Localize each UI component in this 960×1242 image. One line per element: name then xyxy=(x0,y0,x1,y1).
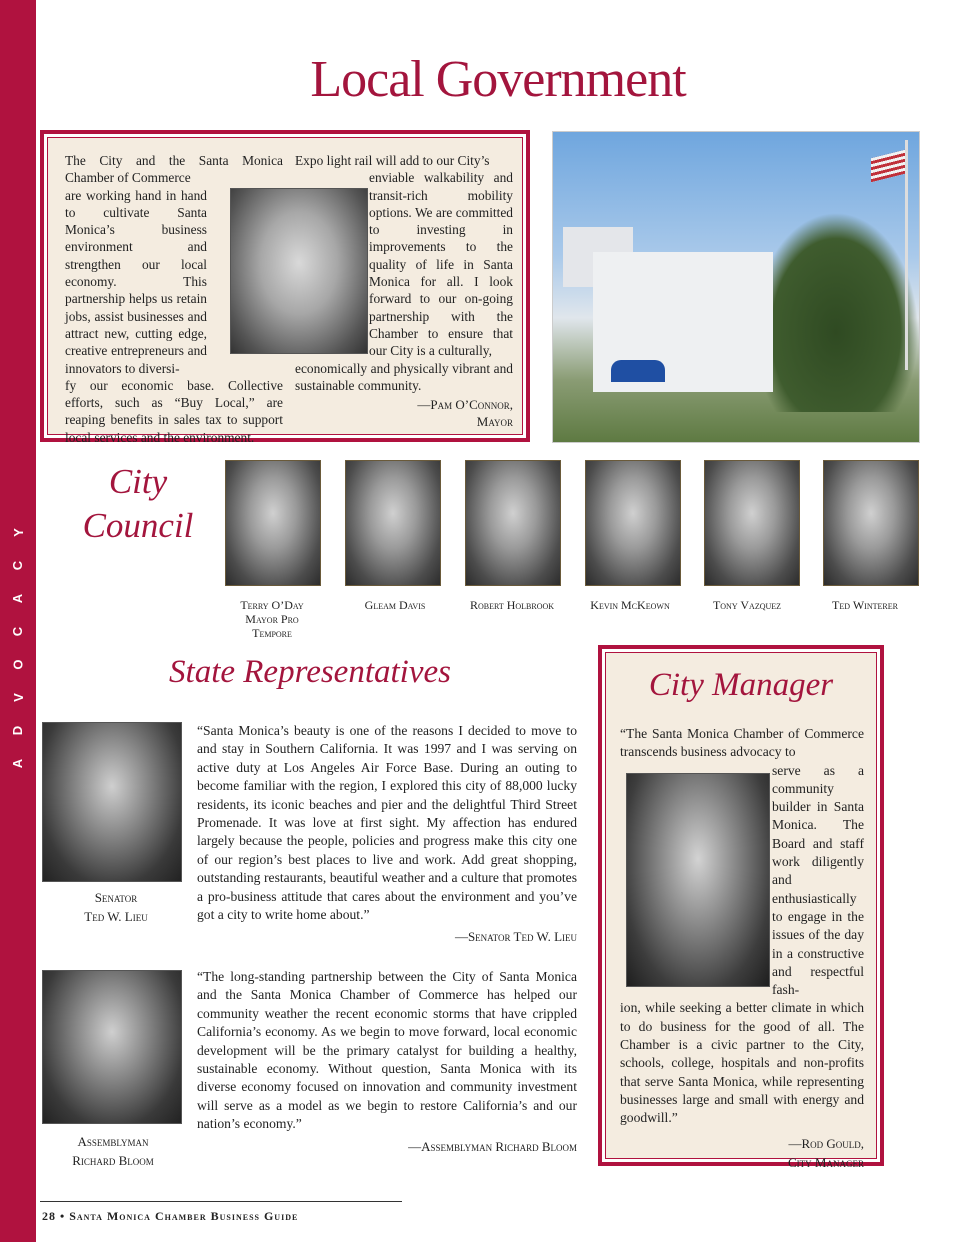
council-member-caption xyxy=(570,598,690,612)
assemblyman-caption xyxy=(42,1132,184,1170)
council-member-name: Ted Winterer xyxy=(832,598,898,612)
mayor-quote-inner xyxy=(47,137,523,445)
council-member-photo xyxy=(225,460,321,586)
city-council-heading-line: City xyxy=(108,462,168,501)
city-manager-attribution-title: City Manager xyxy=(788,1154,864,1170)
council-member-photo xyxy=(585,460,681,586)
council-member-photo xyxy=(823,460,919,586)
footer-rule xyxy=(40,1201,402,1202)
section-letter: C xyxy=(10,626,26,637)
city-council-heading xyxy=(82,460,194,548)
senator-quote-text: “Santa Monica’s beauty is one of the reasons I decided to move to and stay in Southern California. It was 1997 and I was serving on active duty at Los Angeles Air Force Base. During an outing to become familiar with the region, I explored this city of 88,000 lucky residents, its iconic beaches and pier and the delightful Third Street Promenade. It was love at first sight. My affection has endured largely because the people, policies and progress make this city one of our region’s best places to live and work. Add great shopping, outstanding restaurants, beautiful weather and a culture that promotes a pro-business attitude that cares about the environment and you’ve got a city to write home about.” xyxy=(197,723,577,923)
senator-caption-name: Ted W. Lieu xyxy=(84,909,148,924)
section-letter: C xyxy=(10,560,26,571)
footer-bullet: • xyxy=(60,1209,66,1223)
publication-name: Santa Monica Chamber Business Guide xyxy=(69,1209,299,1223)
council-member-photo xyxy=(465,460,561,586)
city-manager-box xyxy=(598,645,884,1170)
mayor-attribution xyxy=(295,396,513,431)
city-manager-attribution-name: —Rod Gould, xyxy=(788,1135,864,1151)
council-member-name: Tony Vazquez xyxy=(712,598,782,612)
section-label-advocacy xyxy=(10,516,26,780)
city-manager-quote-text: “The Santa Monica Chamber of Commerce transcends business advocacy to xyxy=(620,726,864,760)
mayor-quote-box xyxy=(40,130,530,445)
council-member-name: Kevin McKeown xyxy=(590,598,670,612)
assemblyman-caption-name: Richard Bloom xyxy=(72,1153,154,1168)
assemblyman-caption-title: Assemblyman xyxy=(77,1134,149,1149)
trees-shape xyxy=(753,212,919,412)
council-member-caption xyxy=(805,598,925,612)
city-manager-quote-text: serve as a community builder in Santa Monica. The Board and staff work diligently and enthusiastically to engage in the issues of the day in a constructive and respectful fash- xyxy=(772,762,864,998)
assemblyman-quote xyxy=(197,968,577,1156)
council-member-caption xyxy=(335,598,455,612)
city-manager-quote-text: ion, while seeking a better climate in which to do business for the good of all. The Chamber is a civic partner to the City, schools, college, hospitals and non-profits that serve Santa Monica, while representing businesses large and small with energy and goodwill.” xyxy=(620,1000,864,1126)
section-letter: A xyxy=(10,593,26,604)
city-manager-quote xyxy=(620,725,864,1172)
section-letter: A xyxy=(10,758,26,769)
city-manager-inner xyxy=(605,652,877,1170)
senator-caption-title: Senator xyxy=(94,890,138,905)
assemblyman-quote-text: “The long-standing partnership between the City of Santa Monica and the Santa Monica Chamber of Commerce has helped our community weather the recent economic storms that have crippled California’s economy. As we begin to move forward, local economic development will be the primary catalyst for building a healthy, sustainable economy. Without question, Santa Monica with its diverse economy focused on innovation and community investment will serve as a model as we begin to restore California’s and our nation’s economy.” xyxy=(197,969,577,1132)
council-member-role: Mayor Pro xyxy=(245,612,299,626)
page-number: 28 xyxy=(42,1209,56,1223)
senator-portrait-photo xyxy=(42,722,182,882)
mayor-quote-text: enviable walkability and transit-rich mobility options. We are committed to investing in improvements to the quality of life in Santa Monica for all. I look forward to our on-going partnership with the Chamber to ensure that our City is a culturally, xyxy=(369,170,513,359)
council-member-name: Gleam Davis xyxy=(364,598,426,612)
section-letter: D xyxy=(10,725,26,736)
mayor-attribution-title: Mayor xyxy=(476,414,513,430)
city-manager-attribution xyxy=(620,1134,864,1172)
mayor-quote-text: The City and the Santa Monica Chamber of Commerce xyxy=(65,153,283,186)
page-title: Local Government xyxy=(310,51,686,108)
us-flag-icon xyxy=(871,150,905,182)
page-footer xyxy=(42,1209,298,1224)
council-member-photo xyxy=(704,460,800,586)
mayor-quote-text: economically and physically vibrant and sustainable community. xyxy=(295,360,513,393)
state-representatives-heading: State Representatives xyxy=(169,654,451,690)
senator-quote xyxy=(197,722,577,947)
mayor-quote-text: fy our economic base. Collective efforts, such as “Buy Local,” are reaping benefits in sales tax to support local services and the environment. xyxy=(65,377,283,445)
council-member-name: Robert Holbrook xyxy=(469,598,555,612)
council-member-caption xyxy=(452,598,572,612)
section-letter: V xyxy=(10,693,26,702)
senator-attribution: —Senator Ted W. Lieu xyxy=(454,929,577,945)
section-letter: Y xyxy=(10,528,26,537)
city-council-heading-line: Council xyxy=(82,506,194,545)
flag-pole-shape xyxy=(905,140,908,370)
mayor-attribution-name: —Pam O’Connor, xyxy=(417,397,513,413)
council-member-photo xyxy=(345,460,441,586)
blue-awning-shape xyxy=(611,360,665,382)
mayor-quote-text: are working hand in hand to cultivate Santa Monica’s business environment and strengthen our local economy. This partnership helps us retain jobs, assist businesses and attract new, cutting edge, creative entrepreneurs and innovators to diversi- xyxy=(65,187,207,376)
mayor-quote-column-left xyxy=(65,152,283,446)
council-member-name: Terry O’Day xyxy=(240,598,304,612)
council-member-role: Tempore xyxy=(252,626,292,640)
mayor-quote-text: Expo light rail will add to our City’s xyxy=(295,153,490,168)
mayor-quote-column-right xyxy=(295,152,513,431)
senator-caption xyxy=(42,888,190,926)
assemblyman-portrait-photo xyxy=(42,970,182,1124)
council-member-caption xyxy=(212,598,332,640)
city-hall-photo xyxy=(552,131,920,443)
council-member-caption xyxy=(687,598,807,612)
city-manager-heading: City Manager xyxy=(648,667,834,703)
section-letter: O xyxy=(10,659,26,670)
assemblyman-attribution: —Assemblyman Richard Bloom xyxy=(408,1138,577,1154)
